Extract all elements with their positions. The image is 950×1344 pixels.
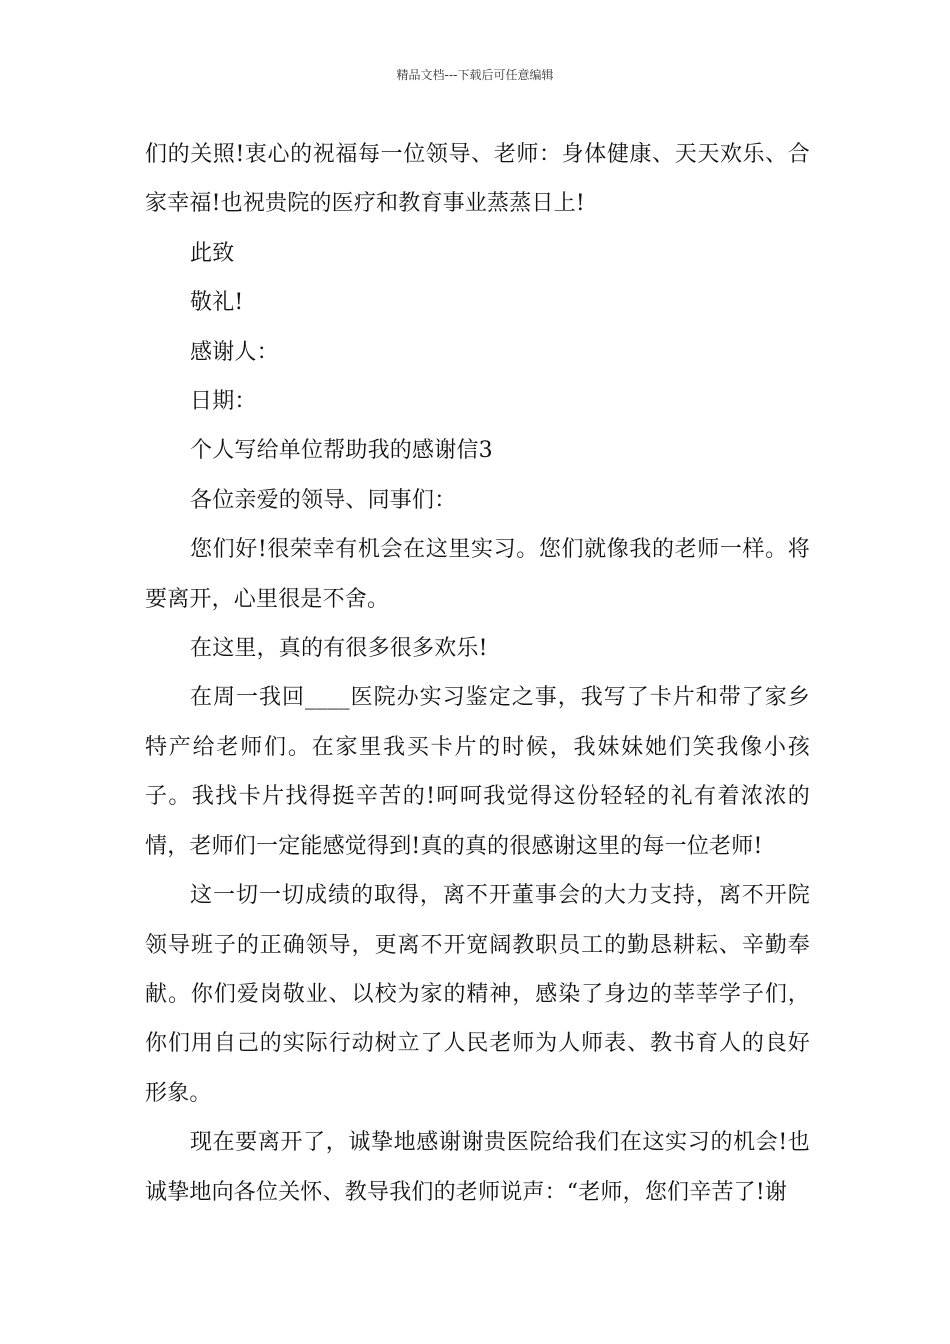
- paragraph-farewell: 现在要离开了，诚挚地感谢谢贵医院给我们在这实习的机会!也诚挚地向各位关怀、教导我们的老师说声：“老师，您们辛苦了!谢: [145, 1130, 810, 1205]
- paragraph-closing-wishes: 们的关照!衷心的祝福每一位领导、老师：身体健康、天天欢乐、合家幸福!也祝贵院的医疗和教育事业蒸蒸日上!: [145, 142, 810, 217]
- paragraph-greeting: 各位亲爱的领导、同事们：: [190, 487, 457, 513]
- paragraph-intro: 您们好!很荣幸有机会在这里实习。您们就像我的老师一样。将要离开，心里很是不舍。: [145, 537, 810, 612]
- paragraph-signer: 感谢人：: [190, 339, 279, 365]
- paragraph-cards: 在周一我回____医院办实习鉴定之事，我写了卡片和带了家乡特产给老师们。在家里我买卡片的时候，我妹妹她们笑我像小孩子。我找卡片找得挺辛苦的!呵呵我觉得这份轻轻的礼有着浓浓的情，老师们一定能感觉得到!真的真的很感谢这里的每一位老师!: [145, 685, 810, 859]
- page-header: 精品文档---下载后可任意编辑: [396, 68, 554, 82]
- section-title: 个人写给单位帮助我的感谢信3: [190, 438, 493, 464]
- paragraph-date: 日期：: [190, 389, 257, 415]
- document-body: [145, 130, 810, 1217]
- paragraph-salutation-1: 此致: [190, 240, 235, 266]
- paragraph-joy: 在这里，真的有很多很多欢乐!: [190, 636, 488, 662]
- paragraph-salutation-2: 敬礼!: [190, 290, 244, 316]
- paragraph-achievements: 这一切一切成绩的取得，离不开董事会的大力支持，离不开院领导班子的正确领导，更离不开宽阔教职员工的勤恳耕耘、辛勤奉献。你们爱岗敬业、以校为家的精神，感染了身边的莘莘学子们，你们用自己的实际行动树立了人民老师为人师表、教书育人的良好形象。: [145, 883, 810, 1106]
